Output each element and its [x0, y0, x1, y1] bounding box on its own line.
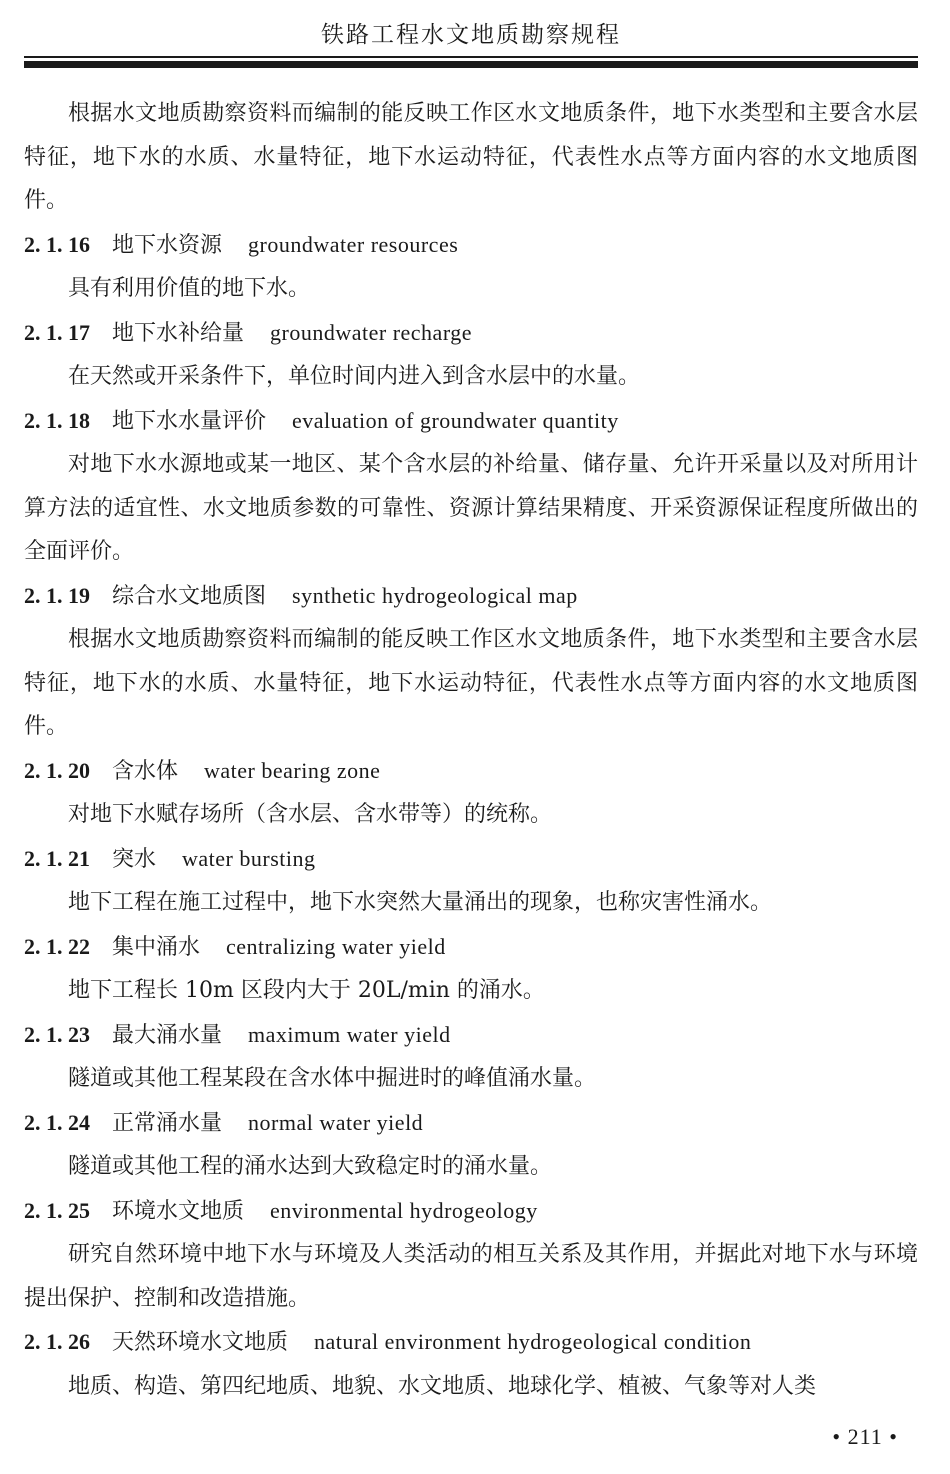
term-definition: 对地下水赋存场所（含水层、含水带等）的统称。 [68, 802, 553, 827]
header-rule-thin [24, 56, 918, 58]
term-heading [24, 311, 918, 356]
term-heading [24, 399, 918, 444]
term-chinese: 地下水补给量 [112, 320, 245, 346]
term-number: 2. 1. 17 [24, 319, 90, 345]
term-chinese: 集中涌水 [112, 934, 201, 960]
term-number: 2. 1. 18 [24, 407, 90, 433]
running-header: 铁路工程水文地质勘察规程 [321, 22, 621, 48]
term-definition: 具有利用价值的地下水。 [68, 276, 311, 301]
term-chinese: 综合水文地质图 [112, 583, 267, 609]
term-definition: 研究自然环境中地下水与环境及人类活动的相互关系及其作用，并据此对地下水与环境提出保护、控制和改造措施。 [24, 1242, 918, 1311]
term-number: 2. 1. 23 [24, 1021, 90, 1047]
term-chinese: 正常涌水量 [112, 1110, 223, 1136]
term-definition: 地下工程在施工过程中，地下水突然大量涌出的现象，也称灾害性涌水。 [68, 890, 773, 915]
term-english: evaluation of groundwater quantity [292, 407, 619, 433]
term-number: 2. 1. 22 [24, 933, 90, 959]
term-definition: 隧道或其他工程的涌水达到大致稳定时的涌水量。 [68, 1154, 553, 1179]
intro-paragraph: 根据水文地质勘察资料而编制的能反映工作区水文地质条件，地下水类型和主要含水层特征，地下水的水质、水量特征，地下水运动特征，代表性水点等方面内容的水文地质图件。 [24, 101, 918, 213]
term-definition: 地下工程长 10m 区段内大于 20L/min 的涌水。 [68, 978, 545, 1003]
term-english: water bursting [182, 845, 316, 871]
term-heading [24, 837, 918, 882]
term-heading [24, 223, 918, 268]
term-heading [24, 1189, 918, 1234]
term-number: 2. 1. 21 [24, 845, 90, 871]
term-heading [24, 1013, 918, 1058]
term-definition: 地质、构造、第四纪地质、地貌、水文地质、地球化学、植被、气象等对人类 [68, 1373, 817, 1399]
term-chinese: 突水 [112, 846, 157, 872]
term-definition: 在天然或开采条件下，单位时间内进入到含水层中的水量。 [68, 364, 641, 389]
term-english: synthetic hydrogeological map [292, 582, 578, 608]
term-english: groundwater recharge [270, 319, 473, 345]
term-chinese: 环境水文地质 [112, 1198, 245, 1224]
term-heading [24, 1320, 918, 1365]
term-number: 2. 1. 25 [24, 1197, 90, 1223]
page-number: • 211 • [832, 1424, 898, 1449]
term-definition: 对地下水水源地或某一地区、某个含水层的补给量、储存量、允许开采量以及对所用计算方法的适宜性、水文地质参数的可靠性、资源计算结果精度、开采资源保证程度所做出的全面评价。 [24, 452, 918, 564]
term-number: 2. 1. 19 [24, 582, 90, 608]
term-heading [24, 925, 918, 970]
term-chinese: 地下水水量评价 [112, 408, 267, 434]
term-number: 2. 1. 26 [24, 1329, 90, 1354]
page-body [24, 92, 918, 1408]
term-english: natural environment hydrogeological condition [314, 1329, 752, 1354]
term-english: groundwater resources [248, 231, 459, 257]
term-list [24, 223, 918, 1409]
term-chinese: 地下水资源 [112, 232, 223, 258]
term-english: water bearing zone [204, 757, 381, 783]
term-chinese: 含水体 [112, 758, 179, 784]
term-number: 2. 1. 24 [24, 1109, 90, 1135]
term-heading [24, 1101, 918, 1146]
term-chinese: 最大涌水量 [112, 1022, 223, 1048]
term-english: maximum water yield [248, 1021, 451, 1047]
term-chinese: 天然环境水文地质 [112, 1330, 289, 1355]
header-rule-thick [24, 61, 918, 68]
term-english: environmental hydrogeology [270, 1197, 538, 1223]
term-heading [24, 749, 918, 794]
term-number: 2. 1. 20 [24, 757, 90, 783]
term-english: centralizing water yield [226, 933, 446, 959]
term-definition: 隧道或其他工程某段在含水体中掘进时的峰值涌水量。 [68, 1066, 597, 1091]
term-number: 2. 1. 16 [24, 231, 90, 257]
term-definition: 根据水文地质勘察资料而编制的能反映工作区水文地质条件，地下水类型和主要含水层特征，地下水的水质、水量特征，地下水运动特征，代表性水点等方面内容的水文地质图件。 [24, 627, 918, 739]
term-heading [24, 574, 918, 619]
term-english: normal water yield [248, 1109, 424, 1135]
